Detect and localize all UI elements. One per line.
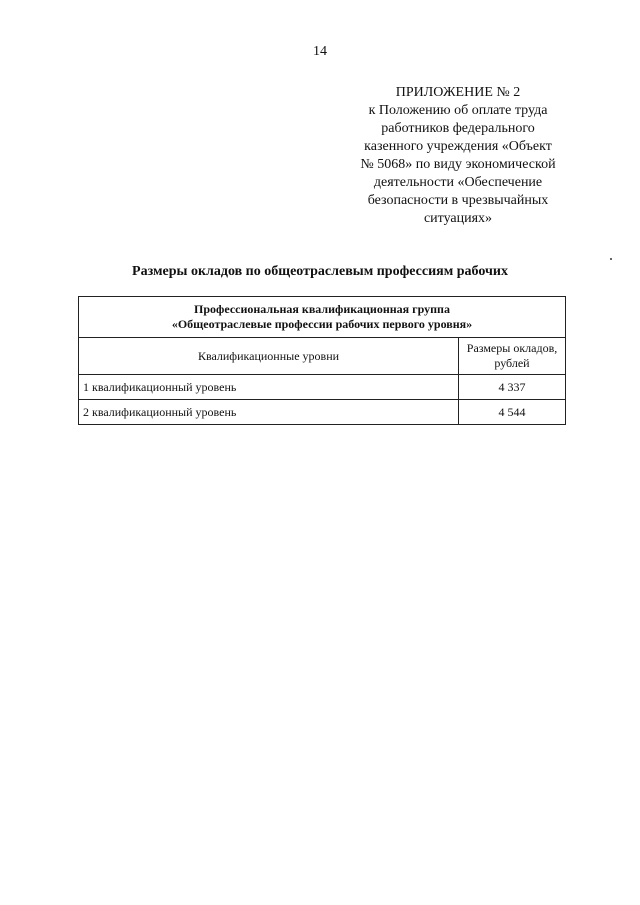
- level-cell: 1 квалификационный уровень: [79, 375, 459, 400]
- column-header-level: Квалификационные уровни: [79, 338, 459, 375]
- appendix-line: ситуациях»: [423, 211, 493, 226]
- appendix-line: № 5068» по виду экономической: [360, 157, 556, 172]
- appendix-line: безопасности в чрезвычайных: [367, 193, 549, 208]
- column-header-amount-line1: Размеры окладов,: [466, 341, 558, 355]
- appendix-line: казенного учреждения «Объект: [364, 139, 552, 154]
- appendix-line: деятельности «Обеспечение: [373, 175, 543, 190]
- document-title: Размеры окладов по общеотраслевым профессиям рабочих: [132, 264, 508, 279]
- appendix-header: [350, 84, 566, 228]
- group-title-line2: «Общеотраслевые профессии рабочих первого уровня»: [171, 317, 473, 331]
- group-header-cell: [79, 297, 566, 338]
- amount-cell: 4 337: [459, 375, 566, 400]
- page-number: 14: [313, 44, 327, 59]
- table-header-row: [79, 338, 566, 375]
- appendix-line: работников федерального: [381, 121, 535, 136]
- table-group-row: [79, 297, 566, 338]
- table-row: [79, 375, 566, 400]
- appendix-line: ПРИЛОЖЕНИЕ № 2: [395, 85, 521, 100]
- column-header-amount: [459, 338, 566, 375]
- table-row: [79, 400, 566, 425]
- scan-speck: [610, 258, 612, 260]
- amount-cell: 4 544: [459, 400, 566, 425]
- group-title-line1: Профессиональная квалификационная группа: [194, 302, 450, 316]
- salary-table: [78, 296, 566, 425]
- column-header-amount-line2: рублей: [494, 356, 530, 370]
- level-cell: 2 квалификационный уровень: [79, 400, 459, 425]
- appendix-line: к Положению об оплате труда: [368, 103, 548, 118]
